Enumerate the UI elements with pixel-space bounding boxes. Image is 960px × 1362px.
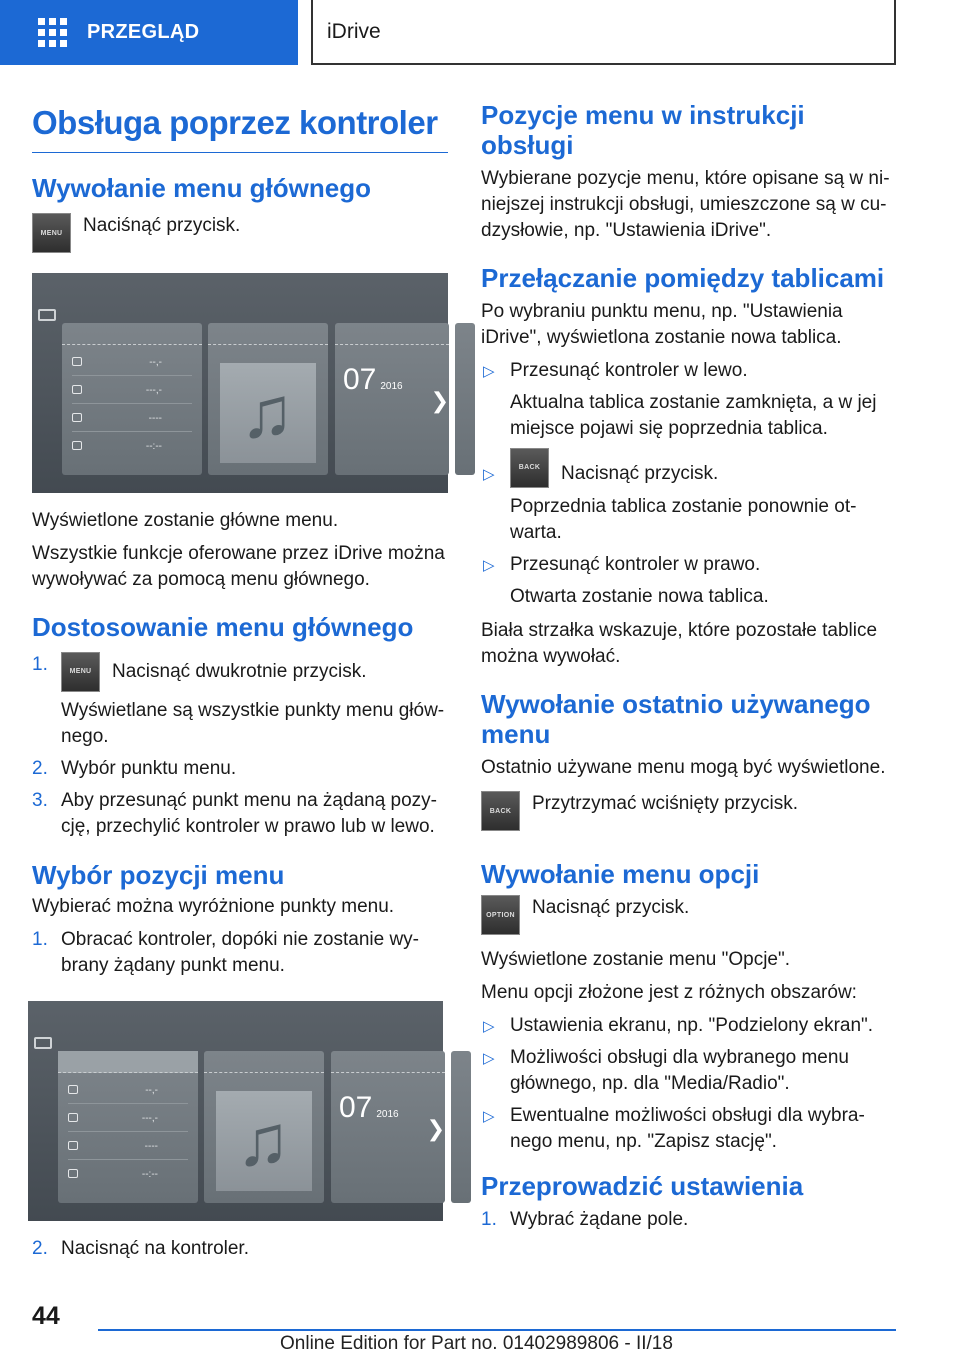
triangle-bullet-icon: ▷ — [483, 1018, 495, 1035]
paragraph: Ostatnio używane menu mogą być wyświetlone. — [481, 757, 886, 778]
page-title: Obsługa poprzez kontroler — [32, 100, 448, 153]
overview-tab-label: PRZEGLĄD — [87, 21, 200, 43]
bullet-list — [481, 1013, 891, 1155]
triangle-bullet-icon: ▷ — [483, 1108, 495, 1125]
settings-icon — [34, 1037, 52, 1049]
paragraph: Wyświetlone zostanie menu "Opcje". — [481, 949, 791, 970]
speed-icon — [68, 1113, 78, 1122]
triangle-bullet-icon: ▷ — [483, 1050, 495, 1067]
option-button-icon: OPTION — [481, 895, 520, 935]
fuel-icon — [68, 1085, 78, 1094]
date-display: 07 2016 — [339, 1091, 399, 1124]
section-title: Dostosowanie menu głównego — [32, 612, 414, 642]
instruction-text: Nacisnąć przycisk. — [532, 897, 690, 918]
instruction-text: Naciśnąć przycisk. — [83, 215, 241, 236]
clock-icon — [68, 1169, 78, 1178]
date-panel — [331, 1051, 445, 1203]
button-instruction — [32, 213, 448, 253]
list-item: ▷ Przesunąć kontroler w lewo. Aktualna tablica zostanie zamknięta, a w jej miejsce pojawi się poprzednia tablica. — [483, 360, 877, 439]
date-panel — [335, 323, 449, 475]
music-tile — [216, 1091, 312, 1191]
menu-button-icon: MENU — [32, 213, 71, 253]
overview-tab[interactable] — [0, 0, 298, 65]
section-title: Pozycje menu w instrukcji obsługi — [481, 100, 805, 160]
section-title: Wywołanie menu głównego — [32, 173, 371, 203]
range-icon — [68, 1141, 78, 1150]
footer-edition: Online Edition for Part no. 01402989806 - II/18 — [280, 1333, 673, 1354]
section-title: Przełączanie pomiędzy tablicami — [481, 263, 885, 293]
paragraph: Biała strzałka wskazuje, które pozostałe tablice można wywołać. — [481, 620, 878, 667]
list-item: ▷ Ewentualne możliwości obsługi dla wybra-nego menu, np. "Zapisz stację". — [483, 1105, 865, 1152]
settings-icon — [38, 309, 56, 321]
vehicle-info-panel: --,- ---,- ---- --:-- — [62, 323, 202, 475]
paragraph: Wyświetlone zostanie główne menu. — [32, 510, 339, 531]
right-column — [481, 100, 891, 1241]
bullet-list — [481, 358, 891, 610]
next-arrow-icon: ❯ — [430, 388, 449, 413]
back-button-icon: BACK — [510, 448, 549, 488]
paragraph: Po wybraniu punktu menu, np. "Ustawienia iDrive", wyświetlona zostanie nowa tablica. — [481, 301, 843, 348]
section-title: Wywołanie ostatnio używanego menu — [481, 689, 871, 749]
music-tile — [220, 363, 316, 463]
vehicle-info-panel: --,- ---,- ---- --:-- — [58, 1051, 198, 1203]
triangle-bullet-icon: ▷ — [483, 363, 495, 380]
speed-icon — [72, 385, 82, 394]
next-panel-edge — [455, 323, 475, 475]
music-note-icon: ♫ — [236, 1101, 290, 1181]
list-item: 1. MENU Nacisnąć dwukrotnie przycisk. Wyświetlane są wszystkie punkty menu głów-nego. — [32, 654, 445, 747]
steps-list — [32, 1236, 448, 1262]
idrive-main-menu-screenshot — [32, 273, 448, 493]
date-display: 07 2016 — [343, 363, 403, 396]
grid-icon — [38, 18, 67, 47]
list-item: 1. Obracać kontroler, dopóki nie zostanie wy-brany żądany punkt menu. — [32, 929, 420, 976]
button-instruction — [481, 895, 891, 935]
paragraph: Menu opcji złożone jest z różnych obszarów: — [481, 982, 857, 1003]
list-item: ▷ BACK Nacisnąć przycisk. Poprzednia tablica zostanie ponownie ot-warta. — [481, 448, 891, 546]
media-panel — [204, 1051, 324, 1203]
list-item: ▷ Ustawienia ekranu, np. "Podzielony ekran". — [481, 1013, 891, 1039]
list-item: 2. Nacisnąć na kontroler. — [32, 1238, 249, 1259]
instruction-text: Przytrzymać wciśnięty przycisk. — [532, 793, 799, 814]
range-icon — [72, 413, 82, 422]
section-title: Wybór pozycji menu — [32, 860, 285, 890]
back-button-icon: BACK — [481, 791, 520, 831]
footer-divider — [98, 1329, 896, 1331]
idrive-main-menu-screenshot — [28, 1001, 443, 1221]
list-item: 3. Aby przesunąć punkt menu na żądaną pozy-cję, przechylić kontroler w prawo lub w lewo. — [32, 790, 438, 837]
section-title: Przeprowadzić ustawienia — [481, 1171, 804, 1201]
page-number: 44 — [32, 1302, 60, 1330]
paragraph: Wybierać można wyróżnione punkty menu. — [32, 896, 395, 917]
media-panel — [208, 323, 328, 475]
steps-list — [32, 652, 448, 840]
button-instruction — [481, 791, 891, 831]
clock-icon — [72, 441, 82, 450]
paragraph: Wszystkie funkcje oferowane przez iDrive można wywoływać za pomocą menu głównego. — [32, 543, 445, 590]
paragraph: Wybierane pozycje menu, które opisane są w ni-niejszej instrukcji obsługi, umieszczone są w cu-dzysłowie, np. "Ustawienia iDrive". — [481, 168, 890, 241]
steps-list — [32, 927, 448, 979]
list-item: 1. Wybrać żądane pole. — [481, 1209, 689, 1230]
list-item: 2. Wybór punktu menu. — [32, 758, 237, 779]
steps-list — [481, 1207, 891, 1233]
next-arrow-icon: ❯ — [426, 1116, 445, 1141]
menu-button-icon: MENU — [61, 652, 100, 692]
left-column — [32, 100, 448, 1270]
section-title: Wywołanie menu opcji — [481, 859, 760, 889]
list-item: ▷ Przesunąć kontroler w prawo. Otwarta zostanie nowa tablica. — [483, 554, 769, 607]
triangle-bullet-icon: ▷ — [483, 557, 495, 574]
list-item: ▷ Możliwości obsługi dla wybranego menu głównego, np. dla "Media/Radio". — [483, 1047, 850, 1094]
music-note-icon: ♫ — [240, 373, 294, 453]
fuel-icon — [72, 357, 82, 366]
current-section: iDrive — [311, 0, 896, 65]
triangle-bullet-icon: ▷ — [483, 466, 495, 483]
next-panel-edge — [451, 1051, 471, 1203]
